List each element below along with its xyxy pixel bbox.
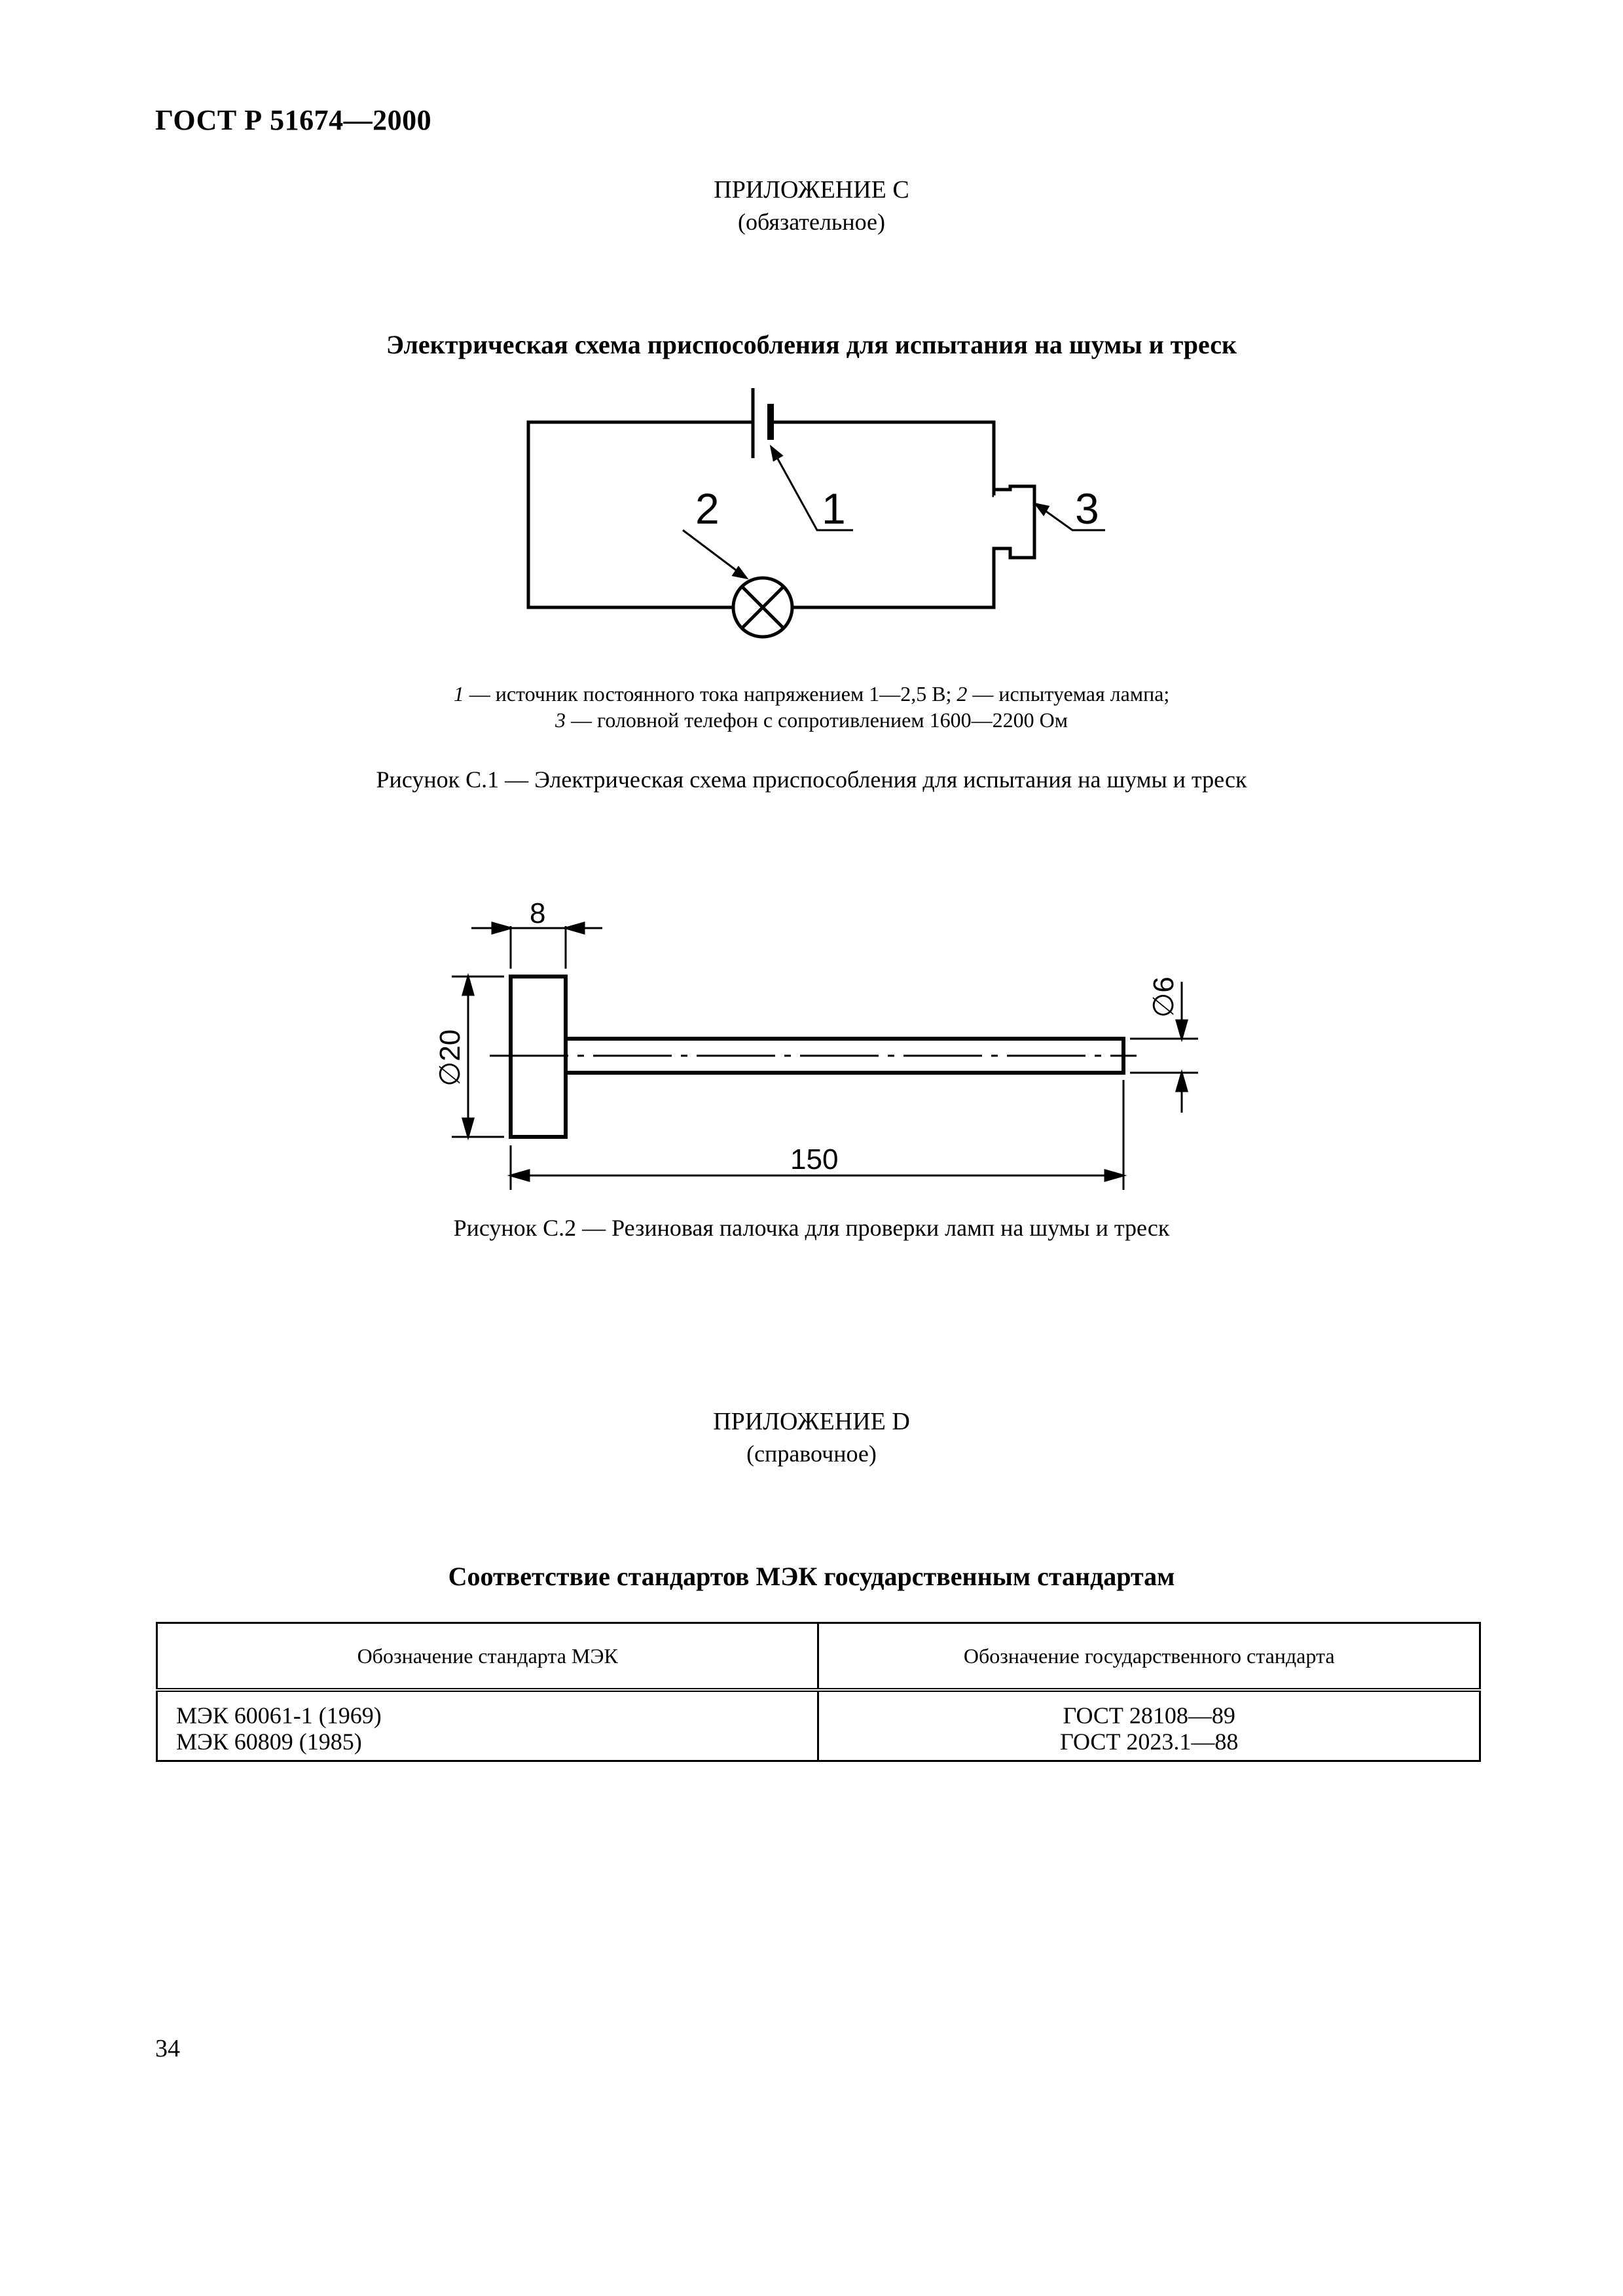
dim-rod-diameter: ∅6 <box>1148 977 1180 1018</box>
figure-c1-legend <box>0 681 1623 733</box>
stick-rod <box>566 1039 1123 1073</box>
table-row <box>157 1690 1480 1761</box>
circuit-wire-left <box>528 422 753 607</box>
leader-1 <box>771 447 853 530</box>
legend-num-2: 2 <box>957 682 968 706</box>
legend-text-2: — испытуемая лампа; <box>967 682 1170 706</box>
circuit-wire-bottom-right <box>793 548 994 607</box>
telephone-symbol <box>994 486 1034 558</box>
appendix-c-status: (обязательное) <box>738 209 885 235</box>
dim-head-diameter: ∅20 <box>434 1029 466 1086</box>
standards-correspondence-table <box>156 1622 1481 1762</box>
leader-3 <box>1036 504 1105 530</box>
lamp-symbol <box>733 578 792 637</box>
appendix-c-title: ПРИЛОЖЕНИЕ С <box>714 176 909 204</box>
appendix-d-title: ПРИЛОЖЕНИЕ D <box>713 1408 910 1435</box>
circuit-label-3: 3 <box>1075 484 1099 533</box>
gost-standard-2: ГОСТ 2023.1—88 <box>1060 1729 1239 1755</box>
dim-length: 150 <box>790 1143 839 1175</box>
gost-standard-1: ГОСТ 28108—89 <box>1063 1702 1235 1729</box>
document-header: ГОСТ Р 51674—2000 <box>155 104 432 136</box>
dim-head-width: 8 <box>530 897 546 929</box>
iec-standard-1: МЭК 60061-1 (1969) <box>176 1702 382 1729</box>
circuit-wire-top-right <box>771 422 994 495</box>
iec-standards-cell <box>157 1690 818 1761</box>
circuit-label-1: 1 <box>822 484 846 533</box>
gost-standards-cell <box>818 1690 1480 1761</box>
rubber-stick-drawing <box>434 897 1198 1190</box>
figure-c1-caption: Рисунок С.1 — Электрическая схема приспособления для испытания на шумы и треск <box>376 766 1247 793</box>
appendix-d-heading: Соответствие стандартов МЭК государственным стандартам <box>448 1562 1175 1591</box>
iec-standard-2: МЭК 60809 (1985) <box>176 1729 362 1755</box>
circuit-label-2: 2 <box>695 484 720 533</box>
table-header-row <box>157 1623 1480 1691</box>
appendix-c-heading: Электрическая схема приспособления для испытания на шумы и треск <box>386 330 1237 359</box>
appendix-d-status: (справочное) <box>746 1441 877 1467</box>
legend-num-3: 3 <box>555 708 566 732</box>
column-header-iec: Обозначение стандарта МЭК <box>157 1623 818 1691</box>
legend-text-3: — головной телефон с сопротивлением 1600—2200 Ом <box>566 708 1068 732</box>
legend-num-1: 1 <box>453 682 464 706</box>
stick-head <box>511 977 566 1137</box>
leader-2 <box>683 530 746 578</box>
figure-c2-caption: Рисунок С.2 — Резиновая палочка для проверки ламп на шумы и треск <box>453 1215 1170 1241</box>
legend-text-1: — источник постоянного тока напряжением 1—2,5 В; <box>464 682 957 706</box>
page-number: 34 <box>155 2035 180 2062</box>
column-header-gost: Обозначение государственного стандарта <box>818 1623 1480 1691</box>
